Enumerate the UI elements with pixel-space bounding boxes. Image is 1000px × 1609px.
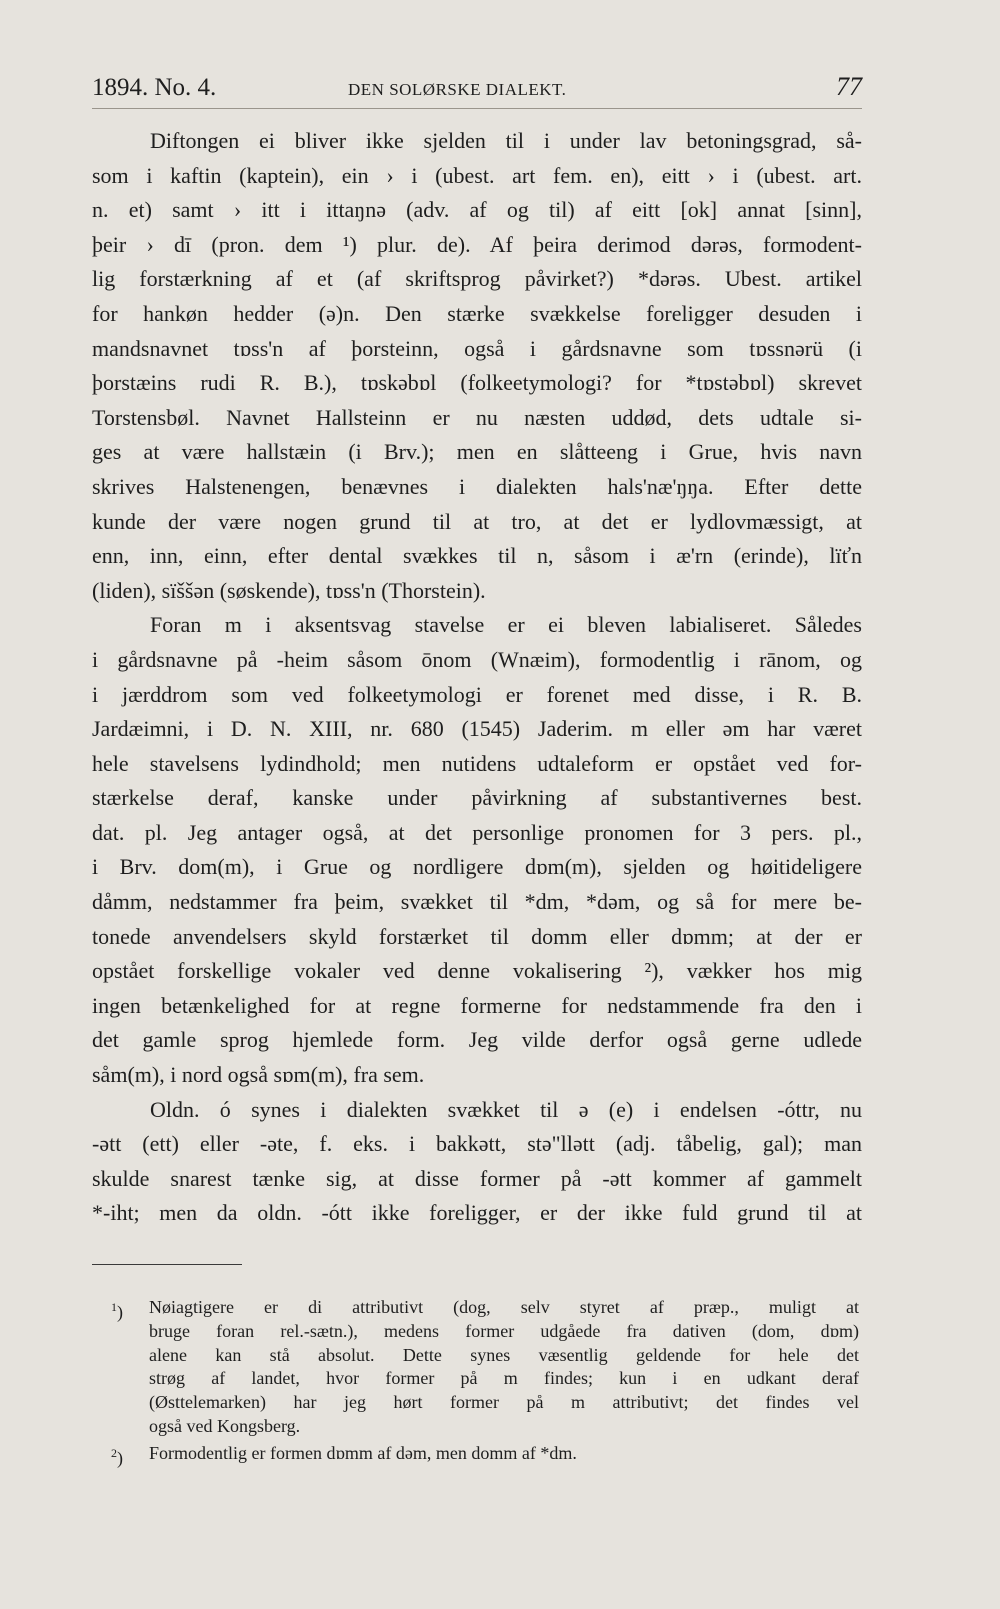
text-line: kunde der være nogen grund til at tro, at det er lydlovmæssigt, at: [92, 508, 862, 534]
text-line: i Brv. dom(m), i Grue og nordligere dɒm(m), sjelden og høitideligere: [92, 854, 862, 880]
text-line: det gamle sprog hjemlede form. Jeg vilde derfor også gerne udlede: [92, 1027, 862, 1053]
footnote-line: bruge foran rel.-sætn.), medens former udgåede fra dativen (dom, dɒm): [149, 1320, 859, 1341]
text-line: Oldn. ó synes i dialekten svækket til ə (e) i endelsen -óttr, nu: [150, 1096, 862, 1122]
running-title: DEN SOLØRSKE DIALEKT.: [348, 80, 567, 99]
text-line: þorstæins rudi R. B.), tɒskəbɒl (folkeetymologi? for *tɒstəbɒl) skrevet: [92, 370, 862, 396]
text-line: for hankøn hedder (ə)n. Den stærke svækkelse foreligger desuden i: [92, 300, 862, 326]
footnote-line: strøg af landet, hvor former på m findes; kun i en udkant deraf: [149, 1368, 859, 1389]
running-header: [92, 72, 862, 109]
text-line: stærkelse deraf, kanske under påvirkning af substantivernes best.: [92, 785, 862, 811]
text-line: Foran m i aksentsvag stavelse er ei bleven labialiseret. Således: [150, 612, 862, 638]
footnote-line: Nøiagtigere er di attributivt (dog, selv styret af præp., muligt at: [149, 1297, 859, 1317]
text-line: (liden), sïššən (søskende), tɒss'n (Thorstein).: [92, 577, 486, 603]
footnote-mark: $^1$): [111, 1300, 123, 1322]
footnote: [107, 1296, 859, 1439]
footnote-line: Formodentlig er formen dɒmm af dəm, men domm af *dm.: [149, 1442, 577, 1463]
text-line: skrives Halstenengen, benævnes i dialekten hals'næ'ŋŋa. Efter dette: [92, 473, 862, 499]
text-line: hele stavelsens lydindhold; men nutidens udtaleform er opstået ved for-: [92, 750, 862, 776]
text-line: i gårdsnavne på -heim såsom ōnom (Wnæim), formodentlig i rānom, og: [92, 646, 862, 672]
text-line: n. et) samt › itt i ittaŋnə (adv. af og til) af eitt [ok] annat [sinn],: [92, 197, 862, 223]
footnote-line: også ved Kongsberg.: [149, 1415, 301, 1436]
footnote: [107, 1442, 859, 1466]
footnote-number: 1: [111, 1300, 117, 1314]
text-line: lig forstærkning af et (af skriftsprog påvirket?) *dərəs. Ubest. artikel: [92, 266, 862, 292]
text-line: dåmm, nedstammer fra þeim, svækket til *dm, *dəm, og så for mere be-: [92, 889, 862, 915]
text-line: opstået forskellige vokaler ved denne vokalisering ²), vækker hos mig: [92, 958, 862, 984]
text-line: tonede anvendelsers skyld forstærket til domm eller dɒmm; at der er: [92, 923, 862, 949]
text-line: þeir › dī (pron. dem ¹) plur. de). Af þeira derimod dərəs, formodent-: [92, 231, 862, 257]
text-line: enn, inn, einn, efter dental svækkes til n, såsom i æ'rn (erinde), lïťn: [92, 543, 862, 569]
text-line: mandsnavnet tɒss'n af þorsteinn, også i gårdsnavne som tɒssnərü (i: [92, 335, 862, 361]
footnote-divider: [92, 1264, 242, 1265]
footnote-line: alene kan stå absolut. Dette synes væsentlig geldende for hele det: [149, 1344, 859, 1365]
footnotes: [107, 1296, 859, 1469]
text-line: ges at være hallstæin (i Brv.); men en slåtteeng i Grue, hvis navn: [92, 439, 862, 465]
text-line: Diftongen ei bliver ikke sjelden til i under lav betoningsgrad, så-: [150, 128, 862, 153]
footnote-line: (Østtelemarken) har jeg hørt former på m attributivt; det findes vel: [149, 1392, 859, 1413]
text-line: *-iht; men da oldn. -ótt ikke foreligger, er der ikke fuld grund til at: [92, 1200, 862, 1226]
main-text: [92, 124, 862, 1231]
text-line: såm(m), i nord også sɒm(m), fra sem.: [92, 1062, 425, 1088]
text-line: Jardæimni, i D. N. XIII, nr. 680 (1545) Jaderim. m eller əm har været: [92, 716, 862, 742]
text-line: Torstensbøl. Navnet Hallsteinn er nu næsten uddød, dets udtale si-: [92, 404, 862, 430]
text-line: dat. pl. Jeg antager også, at det personlige pronomen for 3 pers. pl.,: [92, 819, 862, 845]
issue-label: 1894. No. 4.: [92, 74, 217, 101]
text-line: som i kaftin (kaptein), ein › i (ubest. art fem. en), eitt › i (ubest. art.: [92, 162, 862, 188]
footnote-number: 2: [111, 1445, 117, 1460]
text-line: skulde snarest tænke sig, at disse former på -ətt kommer af gammelt: [92, 1165, 862, 1191]
text-line: -ətt (ett) eller -əte, f. eks. i bakkətt, stə"llətt (adj. tåbelig, gal); man: [92, 1131, 862, 1157]
text-line: i jærddrom som ved folkeetymologi er forenet med disse, i R. B.: [92, 681, 862, 707]
page-number: 77: [836, 72, 862, 101]
text-line: ingen betænkelighed for at regne formerne for nedstammende fra den i: [92, 992, 862, 1018]
footnote-mark: $^2$): [111, 1445, 123, 1468]
